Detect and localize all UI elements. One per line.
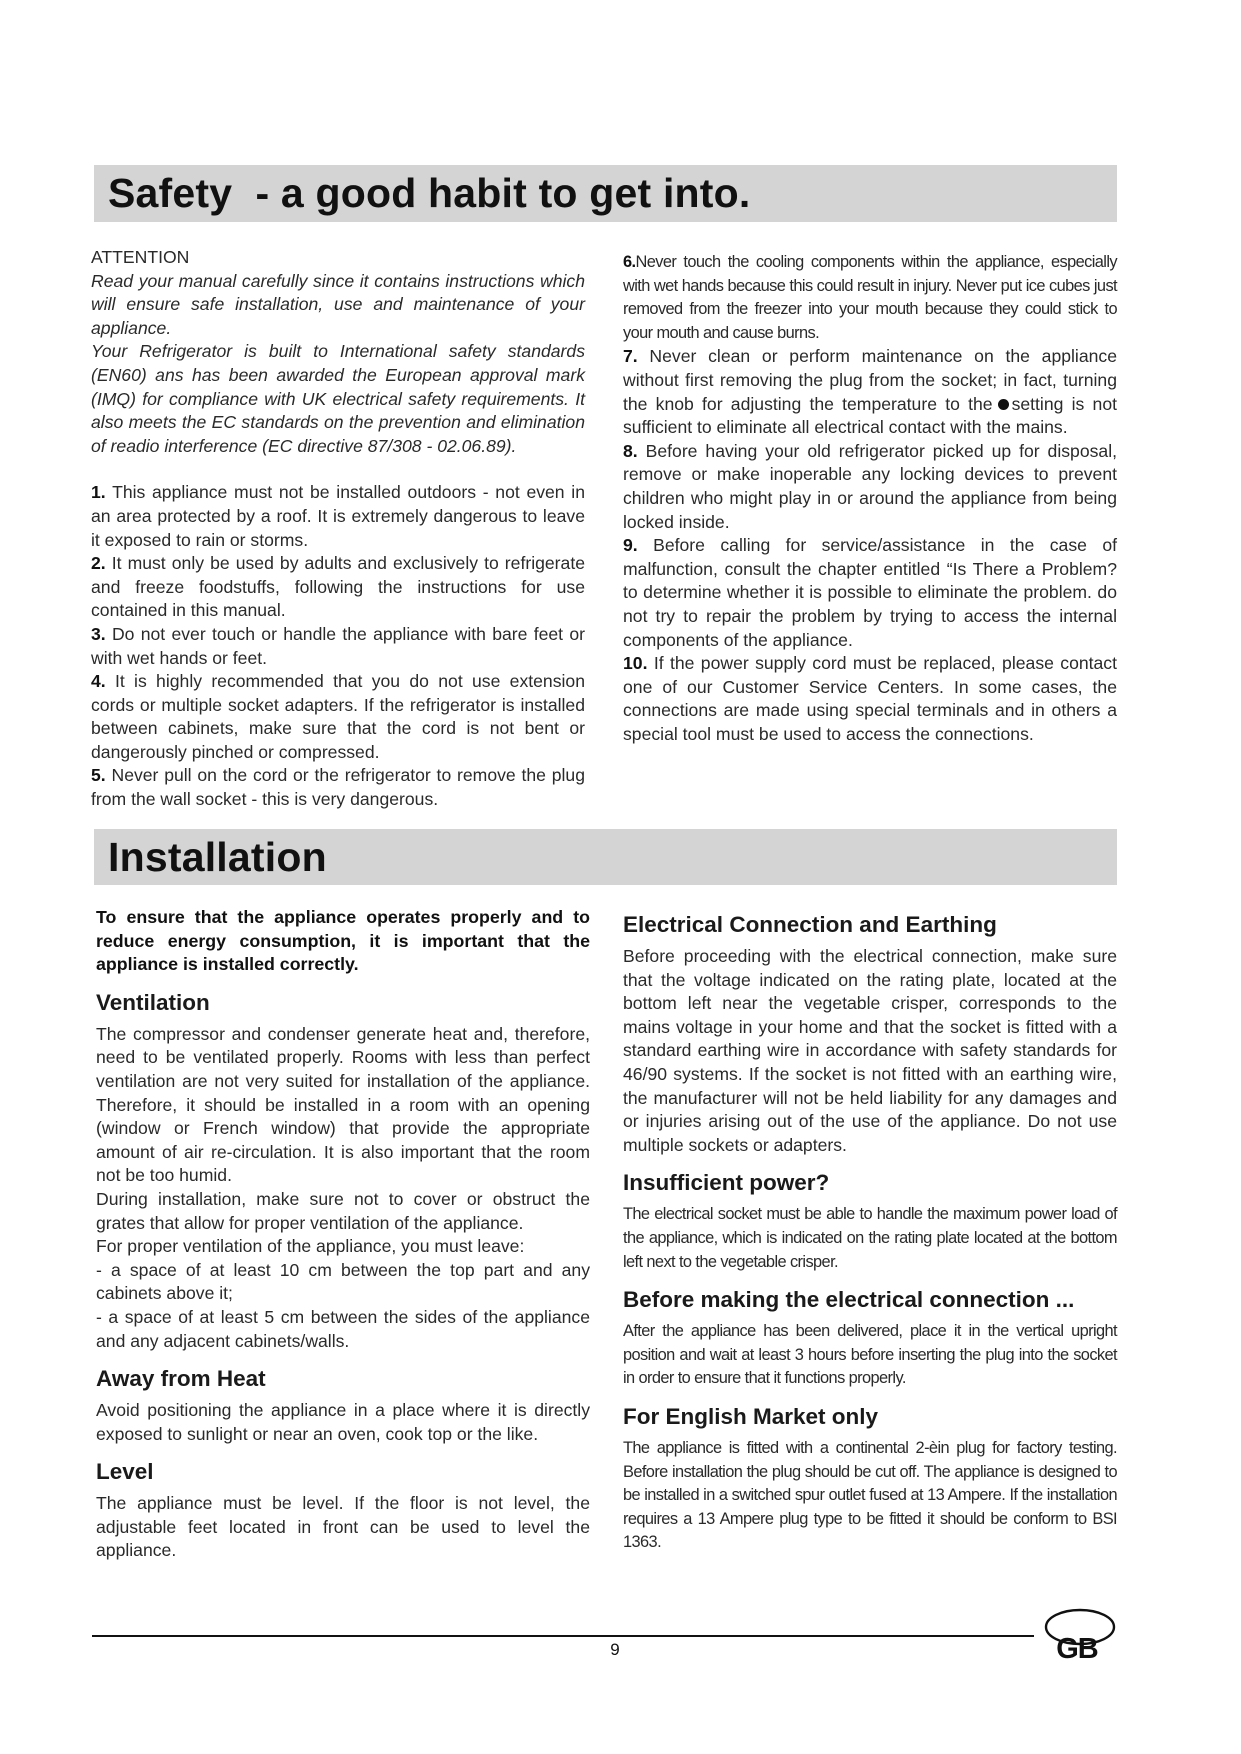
installation-section-title: Installation: [108, 833, 327, 880]
electrical-connection-heading: Electrical Connection and Earthing: [623, 912, 997, 937]
installation-right-column: [623, 911, 1117, 1555]
ventilation-heading: Ventilation: [96, 989, 210, 1015]
ventilation-paragraph-4: - a space of at least 10 cm between the top part and any cabinets above it;: [96, 1259, 590, 1304]
safety-item-4: 4. It is highly recommended that you do not use extension cords or multiple socket adapters. If the refrigerator is installed between cabinets, make sure that the cord is not bent or dangerously pinched or compressed.: [91, 671, 585, 762]
safety-item-10: 10. If the power supply cord must be replaced, please contact one of our Customer Service Centers. In some cases, the connections are made using special terminals and in others a special tool must be used to access the connections.: [623, 653, 1117, 744]
safety-section-title: Safety - a good habit to get into.: [108, 170, 751, 216]
safety-item-9: 9. Before calling for service/assistance in the case of malfunction, consult the chapter entitled “Is There a Problem? to determine whether it is possible to eliminate the problem. do not try to repair the problem by trying to access the internal components of the appliance.: [623, 535, 1117, 650]
installation-lead: To ensure that the appliance operates properly and to reduce energy consumption, it is important that the appliance is installed correctly.: [96, 907, 590, 975]
insufficient-power-heading: Insufficient power?: [623, 1170, 830, 1196]
country-code-label: GB: [1056, 1633, 1098, 1665]
electrical-connection-paragraph: Before proceeding with the electrical connection, make sure that the voltage indicated on the rating plate, located at the bottom left near the vegetable crisper, corresponds to the mains voltage in your home and that the socket is fitted with a standard earthing wire in accordance with safety standards for 46/90 systems. If the socket is not fitted with an earthing wire, the manufacturer will not be held liability for any damages and or injuries arising out of the use of the appliance. Do not use multiple sockets or adapters.: [623, 946, 1117, 1155]
footer-rule: [92, 1635, 1034, 1637]
safety-item-5: 5. Never pull on the cord or the refrigerator to remove the plug from the wall socket - this is very dangerous.: [91, 765, 585, 810]
installation-left-column: [96, 906, 590, 1563]
safety-section-banner: [94, 165, 1117, 222]
safety-item-3: 3. Do not ever touch or handle the appliance with bare feet or with wet hands or feet.: [91, 623, 585, 668]
ventilation-paragraph-5: - a space of at least 5 cm between the sides of the appliance and any adjacent cabinets/walls.: [96, 1306, 590, 1351]
page-number: 9: [610, 1640, 620, 1659]
level-paragraph: The appliance must be level. If the floor is not level, the adjustable feet located in front can be used to level the appliance.: [96, 1493, 590, 1561]
safety-item-8: 8. Before having your old refrigerator picked up for disposal, remove or make inoperable any locking devices to prevent children who might play in or around the appliance from being locked inside.: [623, 440, 1117, 532]
safety-item-1: 1. This appliance must not be installed outdoors - not even in an area protected by a roof. It is extremely dangerous to leave it exposed to rain or storms.: [91, 482, 585, 550]
ventilation-paragraph-1: The compressor and condenser generate heat and, therefore, need to be ventilated properly. Rooms with less than perfect ventilation are not very suited for installation of the appliance. Therefore, it should be installed in a room with an opening (window or French window) that provide the appropriate amount of air re-circulation. It is also important that the room not be too humid.: [96, 1023, 590, 1186]
english-market-paragraph: The appliance is fitted with a continental 2-èin plug for factory testing. Before installation the plug should be cut off. The appliance is designed to be installed in a switched spur outlet fused at 13 Ampere. If the installation requires a 13 Ampere plug type to be fitted it should be conform to BSI 1363.: [623, 1438, 1117, 1552]
before-connection-heading: Before making the electrical connection ...: [623, 1287, 1075, 1313]
attention-intro-1: Read your manual carefully since it contains instructions which will ensure safe installation, use and maintenance of your appliance.: [91, 270, 585, 338]
installation-section-banner: [94, 829, 1117, 885]
english-market-heading: For English Market only: [623, 1403, 879, 1429]
level-heading: Level: [96, 1459, 154, 1485]
attention-label: ATTENTION: [91, 247, 190, 267]
before-connection-paragraph: After the appliance has been delivered, place it in the vertical upright position and wait at least 3 hours before inserting the plug into the socket in order to ensure that it functions properly.: [623, 1322, 1117, 1388]
safety-right-column: [623, 251, 1117, 746]
safety-item-6: 6.Never touch the cooling components within the appliance, especially with wet hands because this could result in injury. Never put ice cubes just removed from the freezer into your mouth because they could stick to your mouth and cause burns.: [623, 253, 1117, 342]
attention-intro-2: Your Refrigerator is built to International safety standards (EN60) ans has been awarded the European approval mark (IMQ) for compliance with UK electrical safety requirements. It also meets the EC standards on the prevention and elimination of readio interference (EC directive 87/308 - 02.06.89).: [91, 341, 585, 456]
temperature-setting-dot-icon: [998, 399, 1009, 410]
safety-item-2: 2. It must only be used by adults and exclusively to refrigerate and freeze foodstuffs, following the instructions for use contained in this manual.: [91, 553, 585, 621]
safety-left-column: [91, 246, 585, 812]
ventilation-paragraph-2: During installation, make sure not to cover or obstruct the grates that allow for proper ventilation of the appliance.: [96, 1188, 590, 1233]
insufficient-power-paragraph: The electrical socket must be able to handle the maximum power load of the appliance, which is indicated on the rating plate located at the bottom left next to the vegetable crisper.: [623, 1205, 1117, 1271]
away-from-heat-heading: Away from Heat: [96, 1366, 266, 1392]
safety-item-7: 7. Never clean or perform maintenance on the appliance without first removing the plug from the socket; in fact, turning the knob for adjusting the temperature to the setting is not sufficient to eliminate all electrical contact with the mains.: [623, 346, 1118, 438]
ventilation-paragraph-3: For proper ventilation of the appliance, you must leave:: [96, 1236, 525, 1257]
away-from-heat-paragraph: Avoid positioning the appliance in a place where it is directly exposed to sunlight or near an oven, cook top or the like.: [96, 1400, 590, 1444]
